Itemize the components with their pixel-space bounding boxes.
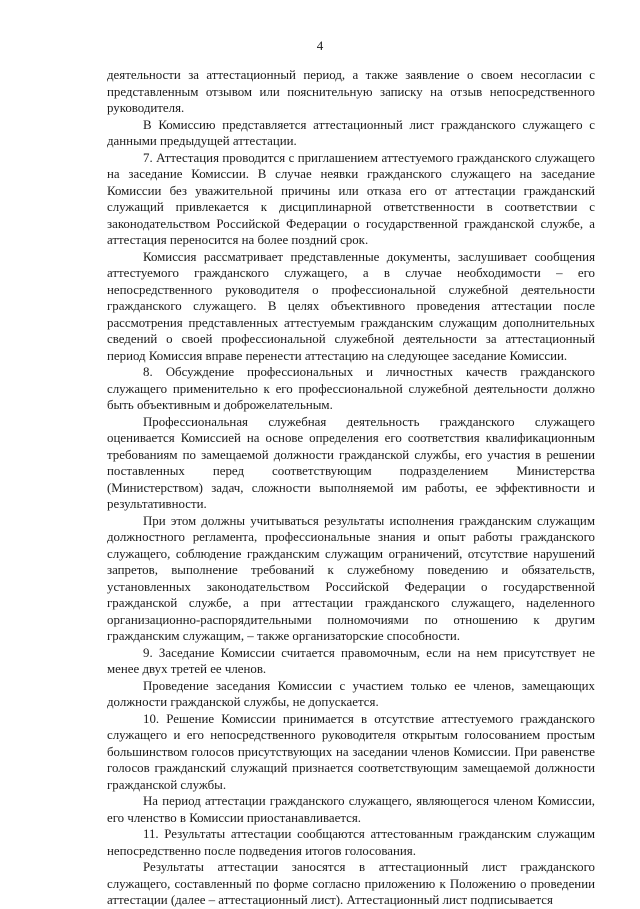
paragraph: В Комиссию представляется аттестационный лист гражданского служащего с данными предыдущей аттестации.	[107, 117, 595, 148]
paragraph-clause-9: 9. Заседание Комиссии считается правомочным, если на нем присутствует не менее двух третей ее членов.	[107, 645, 595, 676]
paragraph: Проведение заседания Комиссии с участием только ее членов, замещающих должности гражданской службы, не допускается.	[107, 678, 595, 709]
paragraph-continuation: деятельности за аттестационный период, а также заявление о своем несогласии с представленным отзывом или пояснительную записку на отзыв непосредственного руководителя.	[107, 68, 595, 115]
paragraph-clause-11: 11. Результаты аттестации сообщаются аттестованным гражданским служащим непосредственно после подведения итогов голосования.	[107, 827, 595, 858]
paragraph-clause-10: 10. Решение Комиссии принимается в отсутствие аттестуемого гражданского служащего и его непосредственного руководителя открытым голосованием простым большинством голосов присутствующих на заседании членов Комиссии. При равенстве голосов гражданский служащий признается соответствующим замещаемой должности гражданской службы.	[107, 711, 595, 792]
paragraph-clause-8: 8. Обсуждение профессиональных и личностных качеств гражданского служащего применительно к его профессиональной служебной деятельности должно быть объективным и доброжелательным.	[107, 365, 595, 412]
paragraph-clause-7: 7. Аттестация проводится с приглашением аттестуемого гражданского служащего на заседание Комиссии. В случае неявки гражданского служащего на заседание Комиссии без уважительной причины или отказа его от аттестации гражданский служащий привлекается к дисциплинарной ответственности в соответствии с законодательством Российской Федерации о государственной гражданской службе, а аттестация переносится на более поздний срок.	[107, 150, 595, 247]
document-body	[107, 67, 595, 909]
page-number: 4	[316, 38, 324, 53]
paragraph: Профессиональная служебная деятельность гражданского служащего оценивается Комиссией на основе определения его соответствия квалификационным требованиям по замещаемой должности гражданской службы, его участия в решении поставленных перед соответствующим подразделением Министерства (Министерством) задач, сложности выполняемой им работы, ее эффективности и результативности.	[107, 414, 595, 511]
paragraph: На период аттестации гражданского служащего, являющегося членом Комиссии, его членство в Комиссии приостанавливается.	[107, 794, 595, 825]
paragraph: Результаты аттестации заносятся в аттестационный лист гражданского служащего, составленный по форме согласно приложению к Положению о проведении аттестации (далее – аттестационный лист). Аттестационный лист подписывается	[107, 860, 595, 907]
paragraph: Комиссия рассматривает представленные документы, заслушивает сообщения аттестуемого гражданского служащего, а в случае необходимости – его непосредственного руководителя о профессиональной служебной деятельности гражданского служащего. В целях объективного проведения аттестации после рассмотрения представленных аттестуемым гражданским служащим дополнительных сведений о своей профессиональной служебной деятельности за аттестационный период Комиссия вправе перенести аттестацию на следующее заседание Комиссии.	[107, 249, 595, 363]
paragraph: При этом должны учитываться результаты исполнения гражданским служащим должностного регламента, профессиональные знания и опыт работы гражданского служащего, соблюдение гражданским служащим ограничений, отсутствие нарушений запретов, выполнение требований к служебному поведению и обязательств, установленных законодательством Российской Федерации о государственной гражданской службе, а при аттестации гражданского служащего, наделенного организационно-распорядительными полномочиями по отношению к другим гражданским служащим, – также организаторские способности.	[107, 513, 595, 643]
